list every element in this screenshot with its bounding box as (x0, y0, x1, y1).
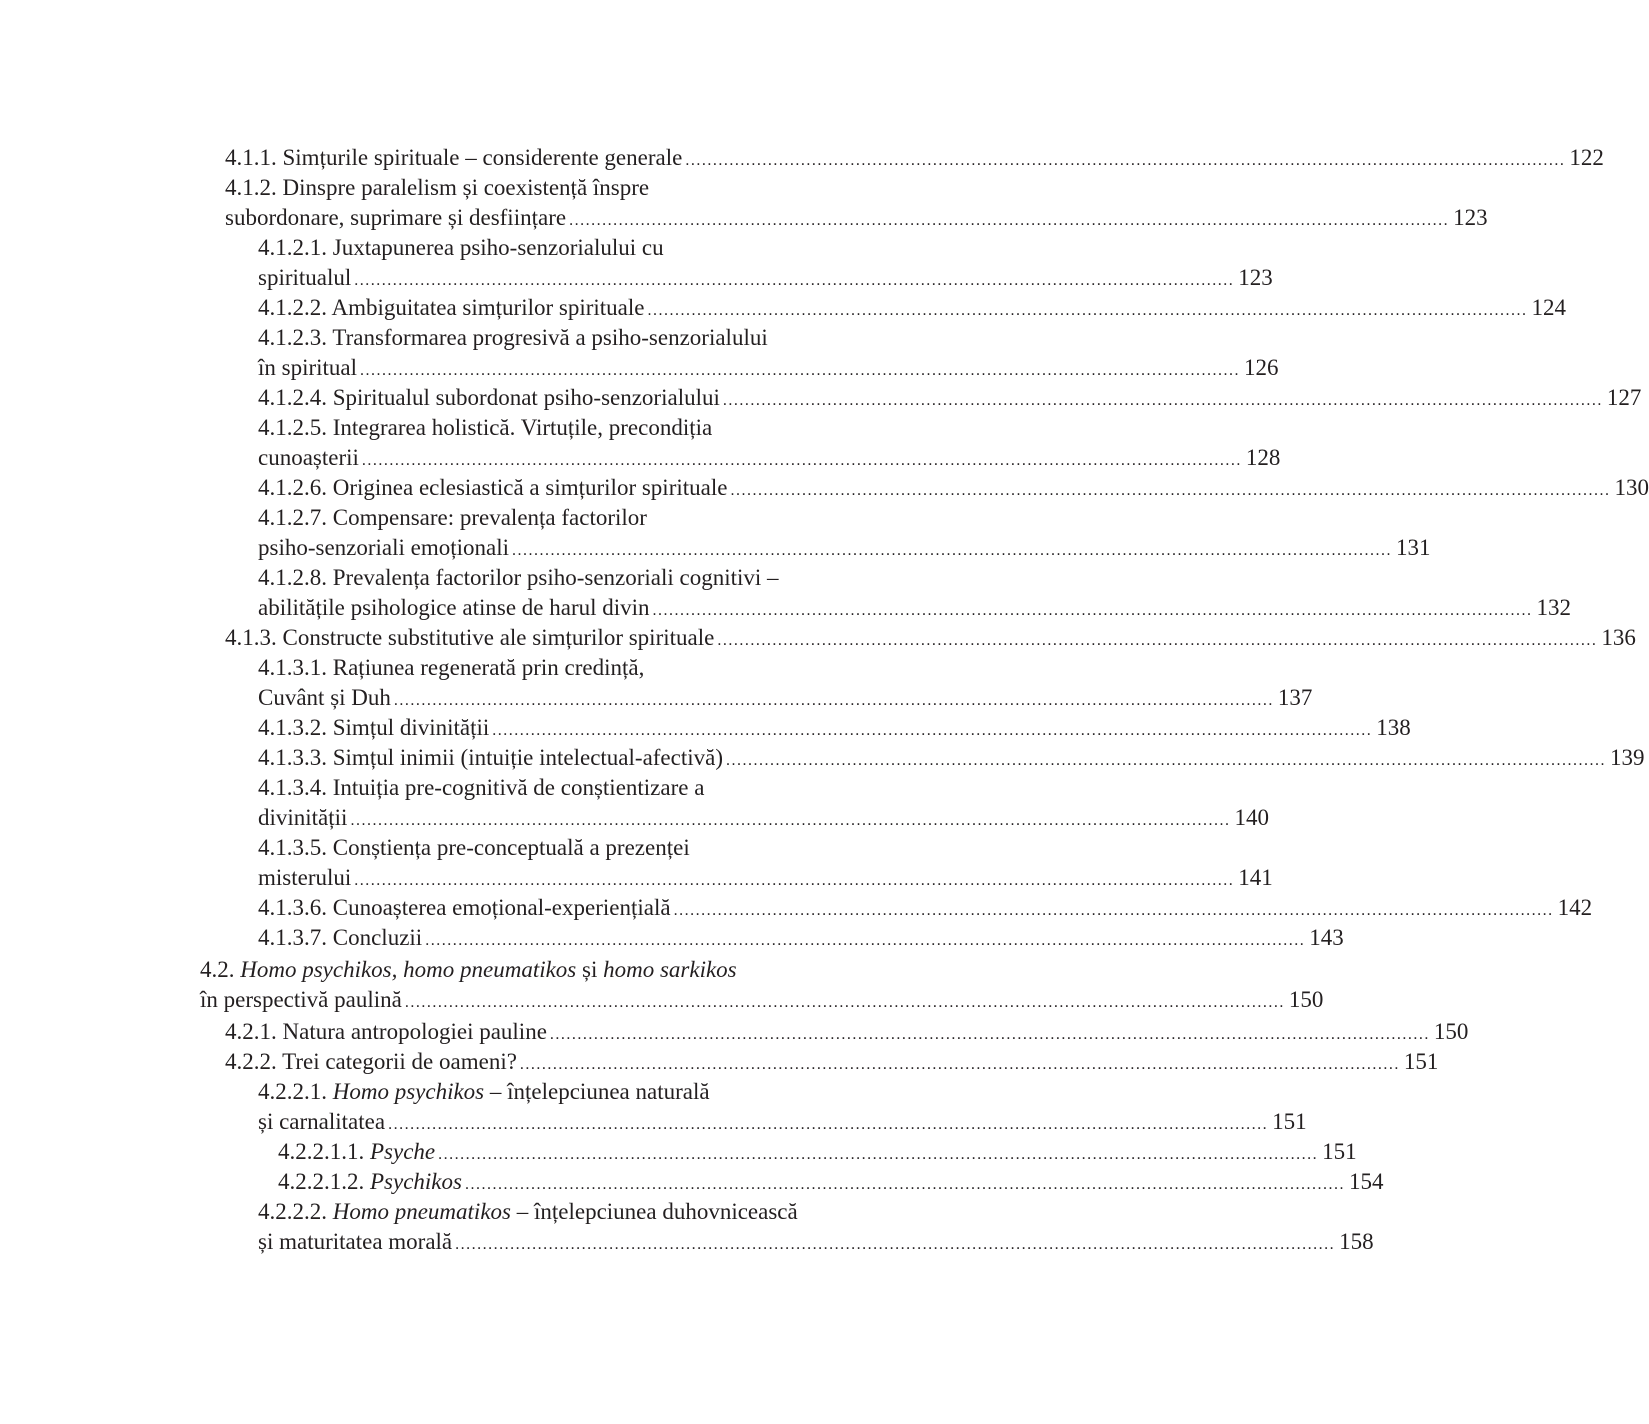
toc-entry (0, 1197, 1374, 1257)
dot-leader: ................................................................................................................................................................ (350, 812, 1231, 829)
entry-number: 4.1.2.2. (258, 295, 327, 320)
page-number: 139 (1610, 745, 1645, 770)
dot-leader: ................................................................................................................................................................ (354, 272, 1235, 289)
entry-number: 4.1.1. (225, 145, 277, 170)
entry-title: – înțelepciunea duhovnicească (510, 1199, 798, 1224)
page-number: 140 (1234, 805, 1269, 830)
dot-leader: ................................................................................................................................................................ (361, 452, 1242, 469)
entry-number: 4.2. (200, 957, 235, 982)
dot-leader: ................................................................................................................................................................ (549, 1026, 1430, 1043)
entry-number: 4.1.3.1. (258, 655, 327, 680)
toc-entry (0, 143, 1604, 173)
entry-title-continued: divinității (258, 805, 348, 830)
toc-entry (0, 713, 1411, 743)
toc-entry (0, 233, 1273, 293)
entry-title: Prevalența factorilor psiho-senzoriali cognitivi – (332, 565, 779, 590)
entry-number: 4.1.3. (225, 625, 277, 650)
page-number: 123 (1453, 205, 1488, 230)
toc-entry (0, 653, 1313, 713)
entry-title: Dinspre paralelism și coexistență înspre (282, 175, 650, 200)
dot-leader: ................................................................................................................................................................ (393, 692, 1274, 709)
entry-title: Compensare: prevalența factorilor (332, 505, 647, 530)
entry-title: – înțelepciunea naturală (484, 1079, 710, 1104)
entry-title: Integrarea holistică. Virtuțile, precondiția (332, 415, 713, 440)
dot-leader: ................................................................................................................................................................ (673, 902, 1554, 919)
entry-title-italic: Homo psychikos, homo pneumatikos (240, 957, 577, 982)
entry-title: Simțul divinității (332, 715, 490, 740)
page-number: 137 (1277, 685, 1313, 710)
entry-number: 4.1.3.7. (258, 925, 327, 950)
dot-leader: ................................................................................................................................................................ (455, 1236, 1336, 1253)
entry-title-continued: psiho-senzoriali emoționali (258, 535, 510, 560)
toc-entry (0, 923, 1344, 953)
dot-leader: ................................................................................................................................................................ (726, 752, 1606, 769)
toc-entry (0, 413, 1281, 473)
page-number: 151 (1403, 1049, 1439, 1074)
toc-entry (0, 623, 1636, 653)
toc-entry (0, 1167, 1384, 1197)
toc-section-entry (0, 955, 1324, 1015)
dot-leader: ................................................................................................................................................................ (685, 152, 1566, 169)
entry-title-continued: spiritualul (258, 265, 352, 290)
dot-leader: ................................................................................................................................................................ (388, 1116, 1269, 1133)
entry-title-continued: abilitățile psihologice atinse de harul divin (258, 595, 650, 620)
dot-leader: ................................................................................................................................................................ (464, 1176, 1345, 1193)
toc-entry (0, 1077, 1307, 1137)
entry-title-continued: în perspectivă paulină (200, 987, 402, 1012)
entry-title-continued: și carnalitatea (258, 1109, 386, 1134)
entry-number: 4.2.2.1. (258, 1079, 327, 1104)
entry-number: 4.2.2.1.1. (278, 1139, 365, 1164)
table-of-contents (0, 143, 1649, 1257)
page-number: 150 (1433, 1019, 1469, 1044)
entry-number: 4.1.2.4. (258, 385, 327, 410)
entry-number: 4.1.3.6. (258, 895, 327, 920)
dot-leader: ................................................................................................................................................................ (730, 482, 1611, 499)
entry-title-continued: cunoașterii (258, 445, 359, 470)
toc-entry (0, 173, 1488, 233)
page-number: 158 (1339, 1229, 1374, 1254)
entry-title: Intuiția pre-cognitivă de conștientizare a (332, 775, 705, 800)
page-number: 122 (1569, 145, 1604, 170)
entry-number: 4.1.3.5. (258, 835, 327, 860)
dot-leader: ................................................................................................................................................................ (569, 212, 1450, 229)
page-number: 143 (1309, 925, 1344, 950)
entry-title-continued: și maturitatea morală (258, 1229, 453, 1254)
toc-entry (0, 293, 1566, 323)
toc-entry (0, 893, 1593, 923)
dot-leader: ................................................................................................................................................................ (360, 362, 1241, 379)
entry-number: 4.1.3.3. (258, 745, 327, 770)
dot-leader: ................................................................................................................................................................ (438, 1146, 1319, 1163)
page-number: 138 (1376, 715, 1411, 740)
toc-entry (0, 1017, 1469, 1047)
entry-title: Natura antropologiei pauline (282, 1019, 547, 1044)
entry-title: Cunoașterea emoțional-experiențială (332, 895, 671, 920)
toc-entry (0, 563, 1572, 623)
dot-leader: ................................................................................................................................................................ (354, 872, 1235, 889)
page-number: 141 (1238, 865, 1273, 890)
entry-title-italic: Homo pneumatikos (332, 1199, 511, 1224)
entry-title-connector: și (576, 957, 604, 982)
entry-title-italic: Psychikos (370, 1169, 462, 1194)
page-number: 151 (1272, 1109, 1307, 1134)
entry-title: Simțurile spirituale – considerente generale (282, 145, 683, 170)
entry-number: 4.2.2.1.2. (278, 1169, 365, 1194)
entry-number: 4.1.2.6. (258, 475, 327, 500)
dot-leader: ................................................................................................................................................................ (492, 722, 1373, 739)
page-number: 151 (1322, 1139, 1357, 1164)
entry-title-continued: Cuvânt și Duh (258, 685, 391, 710)
entry-number: 4.2.2. (225, 1049, 277, 1074)
entry-number: 4.1.2.3. (258, 325, 327, 350)
page-number: 126 (1244, 355, 1279, 380)
page-number: 154 (1348, 1169, 1384, 1194)
entry-number: 4.1.3.2. (258, 715, 327, 740)
entry-title: Constructe substitutive ale simțurilor spirituale (282, 625, 715, 650)
page-number: 132 (1536, 595, 1572, 620)
entry-title-continued: misterului (258, 865, 352, 890)
entry-title-italic: Psyche (370, 1139, 436, 1164)
page-number: 131 (1396, 535, 1431, 560)
entry-title: Conștiența pre-conceptuală a prezenței (332, 835, 690, 860)
entry-title: Juxtapunerea psiho-senzorialului cu (332, 235, 664, 260)
page-number: 128 (1245, 445, 1281, 470)
page-number: 150 (1288, 987, 1324, 1012)
entry-number: 4.1.2. (225, 175, 277, 200)
entry-title-italic: Homo psychikos (332, 1079, 485, 1104)
entry-title-continued: în spiritual (258, 355, 358, 380)
entry-number: 4.1.2.8. (258, 565, 327, 590)
toc-entry (0, 1137, 1357, 1167)
entry-title: Originea eclesiastică a simțurilor spirituale (332, 475, 728, 500)
toc-entry (0, 743, 1645, 773)
entry-title: Rațiunea regenerată prin credință, (332, 655, 645, 680)
toc-entry (0, 833, 1273, 893)
entry-number: 4.2.2.2. (258, 1199, 327, 1224)
entry-title: Trei categorii de oameni? (282, 1049, 517, 1074)
toc-entry (0, 473, 1649, 503)
dot-leader: ................................................................................................................................................................ (722, 392, 1603, 409)
entry-title-continued: subordonare, suprimare și desființare (225, 205, 567, 230)
dot-leader: ................................................................................................................................................................ (404, 994, 1285, 1011)
entry-title: Concluzii (332, 925, 423, 950)
page-number: 130 (1614, 475, 1649, 500)
page-number: 123 (1238, 265, 1273, 290)
dot-leader: ................................................................................................................................................................ (519, 1056, 1400, 1073)
entry-title-italic: homo sarkikos (603, 957, 737, 982)
page-number: 124 (1531, 295, 1566, 320)
toc-entry (0, 503, 1431, 563)
dot-leader: ................................................................................................................................................................ (652, 602, 1533, 619)
page-number: 127 (1606, 385, 1642, 410)
dot-leader: ................................................................................................................................................................ (647, 302, 1528, 319)
toc-entry (0, 323, 1279, 383)
dot-leader: ................................................................................................................................................................ (717, 632, 1598, 649)
entry-number: 4.1.3.4. (258, 775, 327, 800)
toc-entry (0, 773, 1269, 833)
toc-entry (0, 383, 1642, 413)
entry-title: Transformarea progresivă a psiho-senzorialului (332, 325, 768, 350)
dot-leader: ................................................................................................................................................................ (425, 932, 1306, 949)
entry-number: 4.1.2.5. (258, 415, 327, 440)
dot-leader: ................................................................................................................................................................ (512, 542, 1393, 559)
entry-title: Spiritualul subordonat psiho-senzorialului (332, 385, 720, 410)
entry-title: Simțul inimii (intuiție intelectual-afectivă) (332, 745, 723, 770)
entry-number: 4.2.1. (225, 1019, 277, 1044)
entry-number: 4.1.2.7. (258, 505, 327, 530)
toc-entry (0, 1047, 1439, 1077)
entry-title: Ambiguitatea simțurilor spirituale (331, 295, 645, 320)
entry-number: 4.1.2.1. (258, 235, 327, 260)
page-number: 136 (1601, 625, 1636, 650)
page-number: 142 (1557, 895, 1593, 920)
